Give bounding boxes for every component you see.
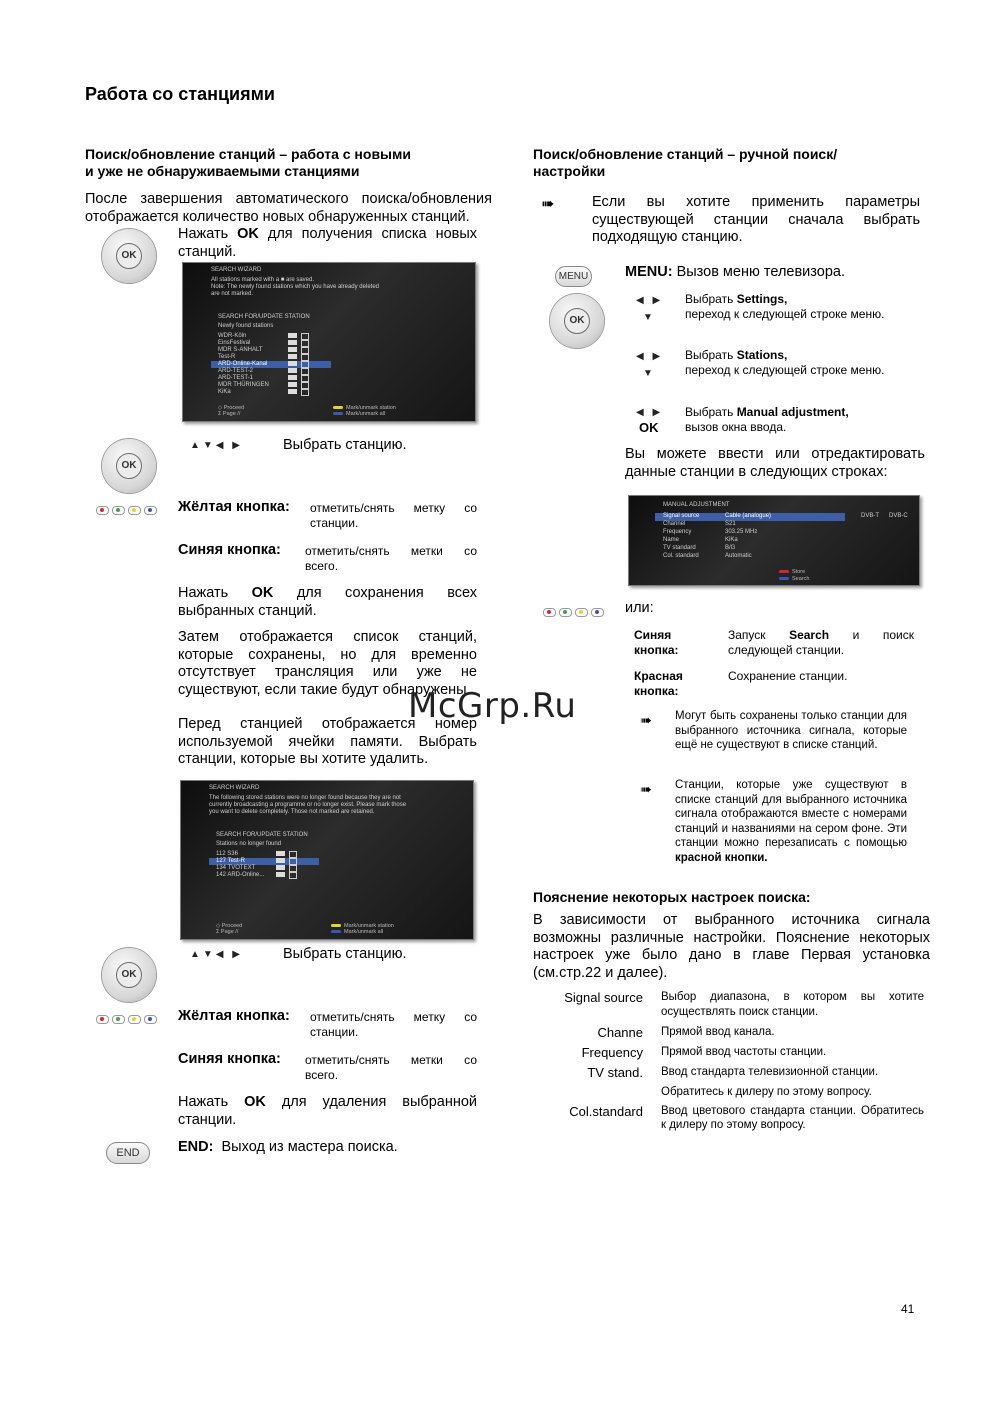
pointer-arrow-icon-2: ➠ <box>640 712 652 728</box>
adjustment-key: TV standard <box>663 545 696 551</box>
press-ok-list <box>178 226 477 261</box>
adjustment-key: Name <box>663 537 680 543</box>
pointer-arrow-icon-3: ➠ <box>640 781 652 797</box>
term-key: TV stand. <box>587 1065 643 1080</box>
note2-key: красной кнопки. <box>675 851 768 864</box>
right-heading-line1: Поиск/обновление станций – ручной поиск/ <box>533 146 838 162</box>
press-ok-list-pre: Нажать <box>178 226 229 242</box>
page-number: 41 <box>901 1302 915 1316</box>
press-ok-save-post: для сохранения всех выбранных станций. <box>178 585 478 619</box>
checkbox-icon[interactable] <box>301 340 309 347</box>
screen1-legend-right2-text: Mark/unmark all <box>346 411 386 417</box>
right-red-text: Сохранение станции. <box>728 669 848 683</box>
yellow-text-1: отметить/снять метку со станции. <box>310 501 477 530</box>
note2-pre: Станции, которые уже существуют в списке станций для выбранного источника сигнала отображаются вместе с номерами станций и названиями на сером фоне. Эти станции можно перезаписать с помощью <box>675 779 907 849</box>
step3-pre: Выбрать <box>685 405 734 419</box>
step-manual <box>685 405 905 434</box>
adjustment-value: KiKa <box>725 537 738 543</box>
station-row[interactable] <box>211 382 331 389</box>
memory-box-icon <box>288 382 297 387</box>
screen3-title: MANUAL ADJUSTMENT <box>663 502 730 508</box>
menu-button-icon: MENU <box>555 266 592 287</box>
color-buttons-icon <box>96 502 160 512</box>
adjustment-row[interactable] <box>655 545 845 553</box>
note1: Могут быть сохранены только станции для выбранного источника сигнала, которые ещё не существуют в списке станций. <box>675 710 907 751</box>
blue-label-2: Синяя кнопка: <box>178 1051 281 1067</box>
term-key: Channe <box>597 1025 643 1040</box>
memory-box-icon <box>288 368 297 373</box>
ok-label: OK <box>116 243 142 269</box>
ok-label-3: OK <box>116 962 142 988</box>
screen1-legend-left1: ◇ Proceed <box>218 405 245 411</box>
screen1-line3: are not marked. <box>211 291 254 297</box>
memory-box-icon <box>288 340 297 345</box>
adjustment-row[interactable] <box>655 529 845 537</box>
screen3-opt1: DVB-T <box>861 513 879 519</box>
term-key: Col.standard <box>569 1103 643 1119</box>
or-text: или: <box>625 600 654 616</box>
press-ok-del-pre: Нажать <box>178 1094 229 1110</box>
yellow-label-2: Жёлтая кнопка: <box>178 1008 290 1024</box>
memory-box-icon <box>276 851 285 856</box>
term-row <box>533 1104 925 1133</box>
right-blue-text-key: Search <box>789 628 830 642</box>
adjustment-row[interactable] <box>655 553 845 561</box>
screen2-legend-right2 <box>331 929 383 936</box>
screen1-legend-right2 <box>333 411 385 418</box>
left-right-arrows-icon-3: ◀ ▶ <box>636 407 664 418</box>
memory-box-icon <box>288 333 297 338</box>
right-blue-text <box>728 628 914 657</box>
ok-button-icon <box>102 229 156 283</box>
explain-text: В зависимости от выбранного источника сигнала возможны различные настройки. Пояснение некоторых настроек уже было дано в главе Первая установка (см.стр.22 и далее). <box>533 912 930 981</box>
you-can-text: Вы можете ввести или отредактировать данные станции в следующих строках: <box>625 446 925 480</box>
menu-text: Вызов меню телевизора. <box>676 264 845 280</box>
left-heading <box>85 146 485 180</box>
step2-post: переход к следующей строке меню. <box>685 362 885 377</box>
step-stations <box>685 348 885 377</box>
adjustment-row[interactable] <box>655 521 845 529</box>
adjustment-value: 303.25 MHz <box>725 529 758 535</box>
adjustment-key: Frequency <box>663 529 692 535</box>
term-value: Выбор диапазона, в котором вы хотите осуществлять поиск станции. <box>661 991 924 1018</box>
right-red-label: Красная кнопка: <box>634 669 683 698</box>
press-ok-list-key: OK <box>237 226 259 242</box>
station-name: 127 Test-R <box>216 858 245 864</box>
blue-text-1: отметить/снять метки со всего. <box>305 544 477 573</box>
memory-box-icon <box>288 375 297 380</box>
screen1-line2: Note: The newly found stations which you have already deleted <box>211 284 379 290</box>
term-key: Signal source <box>564 990 643 1005</box>
checkbox-icon[interactable] <box>301 382 309 389</box>
menu-line <box>625 264 845 282</box>
end-text: Выход из мастера поиска. <box>221 1139 398 1155</box>
press-ok-delete <box>178 1094 477 1129</box>
checkbox-icon[interactable] <box>301 354 309 361</box>
station-name: MDR S-ANHALT <box>218 347 263 353</box>
press-ok-save <box>178 585 477 620</box>
checkbox-icon[interactable] <box>301 375 309 382</box>
screen1-legend-left2: Σ Page // <box>218 411 241 417</box>
station-name: ARD-TEST-2 <box>218 368 254 374</box>
right-blue-label: Синяя кнопка: <box>634 628 679 657</box>
screen2-legend-left1: ◇ Proceed <box>216 923 243 929</box>
station-name: 142 ARD-Online... <box>216 872 265 878</box>
adjustment-key: Channel <box>663 521 686 527</box>
term-key: Frequency <box>581 1045 643 1060</box>
terms-table <box>533 990 925 1139</box>
station-row[interactable] <box>209 872 319 879</box>
term-value: Прямой ввод канала. <box>661 1026 775 1038</box>
adjustment-value: B/G <box>725 545 736 551</box>
station-row[interactable] <box>209 865 319 872</box>
explain-heading: Пояснение некоторых настроек поиска: <box>533 889 811 905</box>
memory-box-icon <box>288 354 297 359</box>
before-text: Перед станцией отображается номер используемой ячейки памяти. Выбрать станции, которые вы хотите удалить. <box>178 716 477 767</box>
term-value: Прямой ввод частоты станции. <box>661 1046 827 1058</box>
adjustment-value: Automatic <box>725 553 752 559</box>
yellow-text-2: отметить/снять метку со станции. <box>310 1010 477 1039</box>
if-text: Если вы хотите применить параметры существующей станции сначала выбрать подходящую станцию. <box>592 194 920 245</box>
adjustment-key: Col. standard <box>663 553 699 559</box>
ok-button-icon-3 <box>102 948 156 1002</box>
step2-pre: Выбрать <box>685 348 734 362</box>
arrow-keys-icon-2: ▲▼◀ ▶ <box>190 949 243 960</box>
end-button-icon: END <box>106 1142 150 1164</box>
adjustment-row[interactable] <box>655 513 845 521</box>
ok-label-4: OK <box>564 308 590 334</box>
right-blue-text-post: и поиск следующей станции. <box>728 628 914 657</box>
adjustment-value: S21 <box>725 521 736 527</box>
station-row[interactable] <box>211 375 331 382</box>
station-row[interactable] <box>211 340 331 347</box>
term-row <box>533 990 925 1019</box>
select-station-1: Выбрать станцию. <box>283 437 407 453</box>
term-row <box>533 1045 925 1061</box>
station-name: KiKa <box>218 389 231 395</box>
screen2-legend-right1-text: Mark/unmark station <box>344 923 394 929</box>
right-blue-text-pre: Запуск <box>728 628 766 642</box>
checkbox-icon[interactable] <box>301 389 309 396</box>
screen3-opt2: DVB-C <box>889 513 908 519</box>
station-row[interactable] <box>209 858 319 865</box>
station-row[interactable] <box>211 389 331 396</box>
left-heading-line1: Поиск/обновление станций – работа с новыми <box>85 146 411 162</box>
left-right-arrows-icon-1: ◀ ▶ <box>636 295 664 306</box>
pointer-arrow-icon: ➠ <box>541 196 555 213</box>
step1-post: переход к следующей строке меню. <box>685 306 885 321</box>
search-wizard-screen-1 <box>182 262 476 422</box>
ok-small-icon: OK <box>639 420 659 435</box>
checkbox-icon[interactable] <box>289 865 297 872</box>
ok-label-2: OK <box>116 453 142 479</box>
left-right-arrows-icon-2: ◀ ▶ <box>636 351 664 362</box>
end-key: END: <box>178 1139 214 1155</box>
station-row[interactable] <box>211 361 331 368</box>
screen3-legend1-text: Store <box>792 569 806 575</box>
screen1-legend-right1-text: Mark/unmark station <box>346 405 396 411</box>
arrow-keys-icon: ▲▼◀ ▶ <box>190 440 243 451</box>
screen2-line1: The following stored stations were no longer found because they are not <box>209 795 401 801</box>
screen3-legend1 <box>779 569 805 576</box>
press-ok-save-pre: Нажать <box>178 585 229 601</box>
memory-box-icon <box>276 858 285 863</box>
station-name: MDR THÜRINGEN <box>218 382 269 388</box>
blue-label-1: Синяя кнопка: <box>178 542 281 558</box>
step1-pre: Выбрать <box>685 292 734 306</box>
press-ok-del-post: для удаления выбранной станции. <box>178 1094 478 1128</box>
adjustment-key: Signal source <box>663 513 700 519</box>
memory-box-icon <box>276 872 285 877</box>
checkbox-icon[interactable] <box>301 347 309 354</box>
blue-text-2: отметить/снять метки со всего. <box>305 1053 477 1082</box>
station-row[interactable] <box>209 851 319 858</box>
screen3-legend2 <box>779 576 809 583</box>
screen1-subsection: Newly found stations <box>218 323 274 329</box>
ok-button-icon-4 <box>550 294 604 348</box>
term-row <box>533 1065 925 1081</box>
menu-key: MENU: <box>625 264 673 280</box>
screen2-line3: you want to delete completely. Those not marked are retained. <box>209 809 375 815</box>
screen2-subsection: Stations no longer found <box>216 841 282 847</box>
station-name: ARD-TEST-1 <box>218 375 254 381</box>
step2-key: Stations, <box>736 348 788 362</box>
left-heading-line2: и уже не обнаруживаемыми станциями <box>85 163 360 179</box>
page-title: Работа со станциями <box>85 84 276 104</box>
station-row[interactable] <box>211 347 331 354</box>
right-heading-line2: настройки <box>533 163 606 179</box>
right-heading <box>533 146 933 180</box>
manual-adjustment-screen <box>628 495 920 586</box>
adjustment-value: Cable (analogue) <box>725 513 772 519</box>
station-row[interactable] <box>211 354 331 361</box>
yellow-label-1: Жёлтая кнопка: <box>178 499 290 515</box>
select-station-2: Выбрать станцию. <box>283 946 407 962</box>
then-text: Затем отображается список станций, которые сохранены, но для временно отсутствует трансляция или уже не существуют, если такие будут обнаружены. <box>178 629 477 698</box>
press-ok-del-key: OK <box>244 1094 266 1110</box>
memory-box-icon <box>288 361 297 366</box>
watermark: McGrp.Ru <box>408 686 577 726</box>
checkbox-icon[interactable] <box>289 872 297 879</box>
left-intro: После завершения автоматического поиска/обновления отображается количество новых обнаруженных станций. <box>85 191 492 225</box>
term-row <box>533 1025 925 1041</box>
press-ok-list-post: для получения списка новых станций. <box>178 226 478 260</box>
checkbox-icon[interactable] <box>301 368 309 375</box>
screen2-title: SEARCH WIZARD <box>209 785 260 791</box>
screen1-section: SEARCH FOR/UPDATE STATION <box>218 314 310 320</box>
station-name: Test-R <box>218 354 236 360</box>
search-wizard-screen-2 <box>180 780 474 940</box>
screen3-rows <box>655 513 845 561</box>
station-row[interactable] <box>211 368 331 375</box>
screen1-title: SEARCH WIZARD <box>211 267 262 273</box>
term-value: Обратитесь к дилеру по этому вопросу. <box>661 1086 872 1098</box>
checkbox-icon[interactable] <box>289 851 297 858</box>
press-ok-save-key: OK <box>251 585 274 601</box>
term-value: Ввод цветового стандарта станции. Обратитесь к дилеру по этому вопросу. <box>661 1104 924 1131</box>
step1-key: Settings, <box>736 292 788 306</box>
step-settings <box>685 292 885 321</box>
screen3-legend2-text: Search <box>792 576 810 582</box>
adjustment-row[interactable] <box>655 537 845 545</box>
term-row <box>533 1085 925 1100</box>
screen2-section: SEARCH FOR/UPDATE STATION <box>216 832 308 838</box>
screen2-station-list <box>209 851 319 879</box>
screen1-station-list <box>211 333 331 396</box>
station-name: ARD-Online-Kanal <box>218 361 268 367</box>
station-row[interactable] <box>211 333 331 340</box>
step3-post: вызов окна ввода. <box>685 419 787 434</box>
memory-box-icon <box>288 389 297 394</box>
station-name: WDR-Köln <box>218 333 247 339</box>
ok-button-icon-2 <box>102 439 156 493</box>
down-arrow-icon-2: ▼ <box>643 368 656 379</box>
screen2-legend-left2: Σ Page // <box>216 929 239 935</box>
station-name: 112 S36 <box>216 851 238 857</box>
checkbox-icon[interactable] <box>301 333 309 340</box>
screen2-legend-right2-text: Mark/unmark all <box>344 929 384 935</box>
station-name: EinsFestival <box>218 340 251 346</box>
term-key <box>533 1085 661 1100</box>
step3-key: Manual adjustment, <box>736 405 849 419</box>
memory-box-icon <box>288 347 297 352</box>
checkbox-icon[interactable] <box>289 858 297 865</box>
color-buttons-icon-3 <box>543 604 607 614</box>
checkbox-icon[interactable] <box>301 361 309 368</box>
term-value: Ввод стандарта телевизионной станции. <box>661 1066 879 1078</box>
end-line <box>178 1139 398 1157</box>
memory-box-icon <box>276 865 285 870</box>
note2 <box>675 778 907 865</box>
screen1-line1: All stations marked with a ■ are saved. <box>211 277 315 283</box>
down-arrow-icon-1: ▼ <box>643 312 656 323</box>
screen2-line2: currently broadcasting a programme or no longer exist. Please mark those <box>209 802 407 808</box>
station-name: 134 TVOTEXT <box>216 865 256 871</box>
color-buttons-icon-2 <box>96 1011 160 1021</box>
